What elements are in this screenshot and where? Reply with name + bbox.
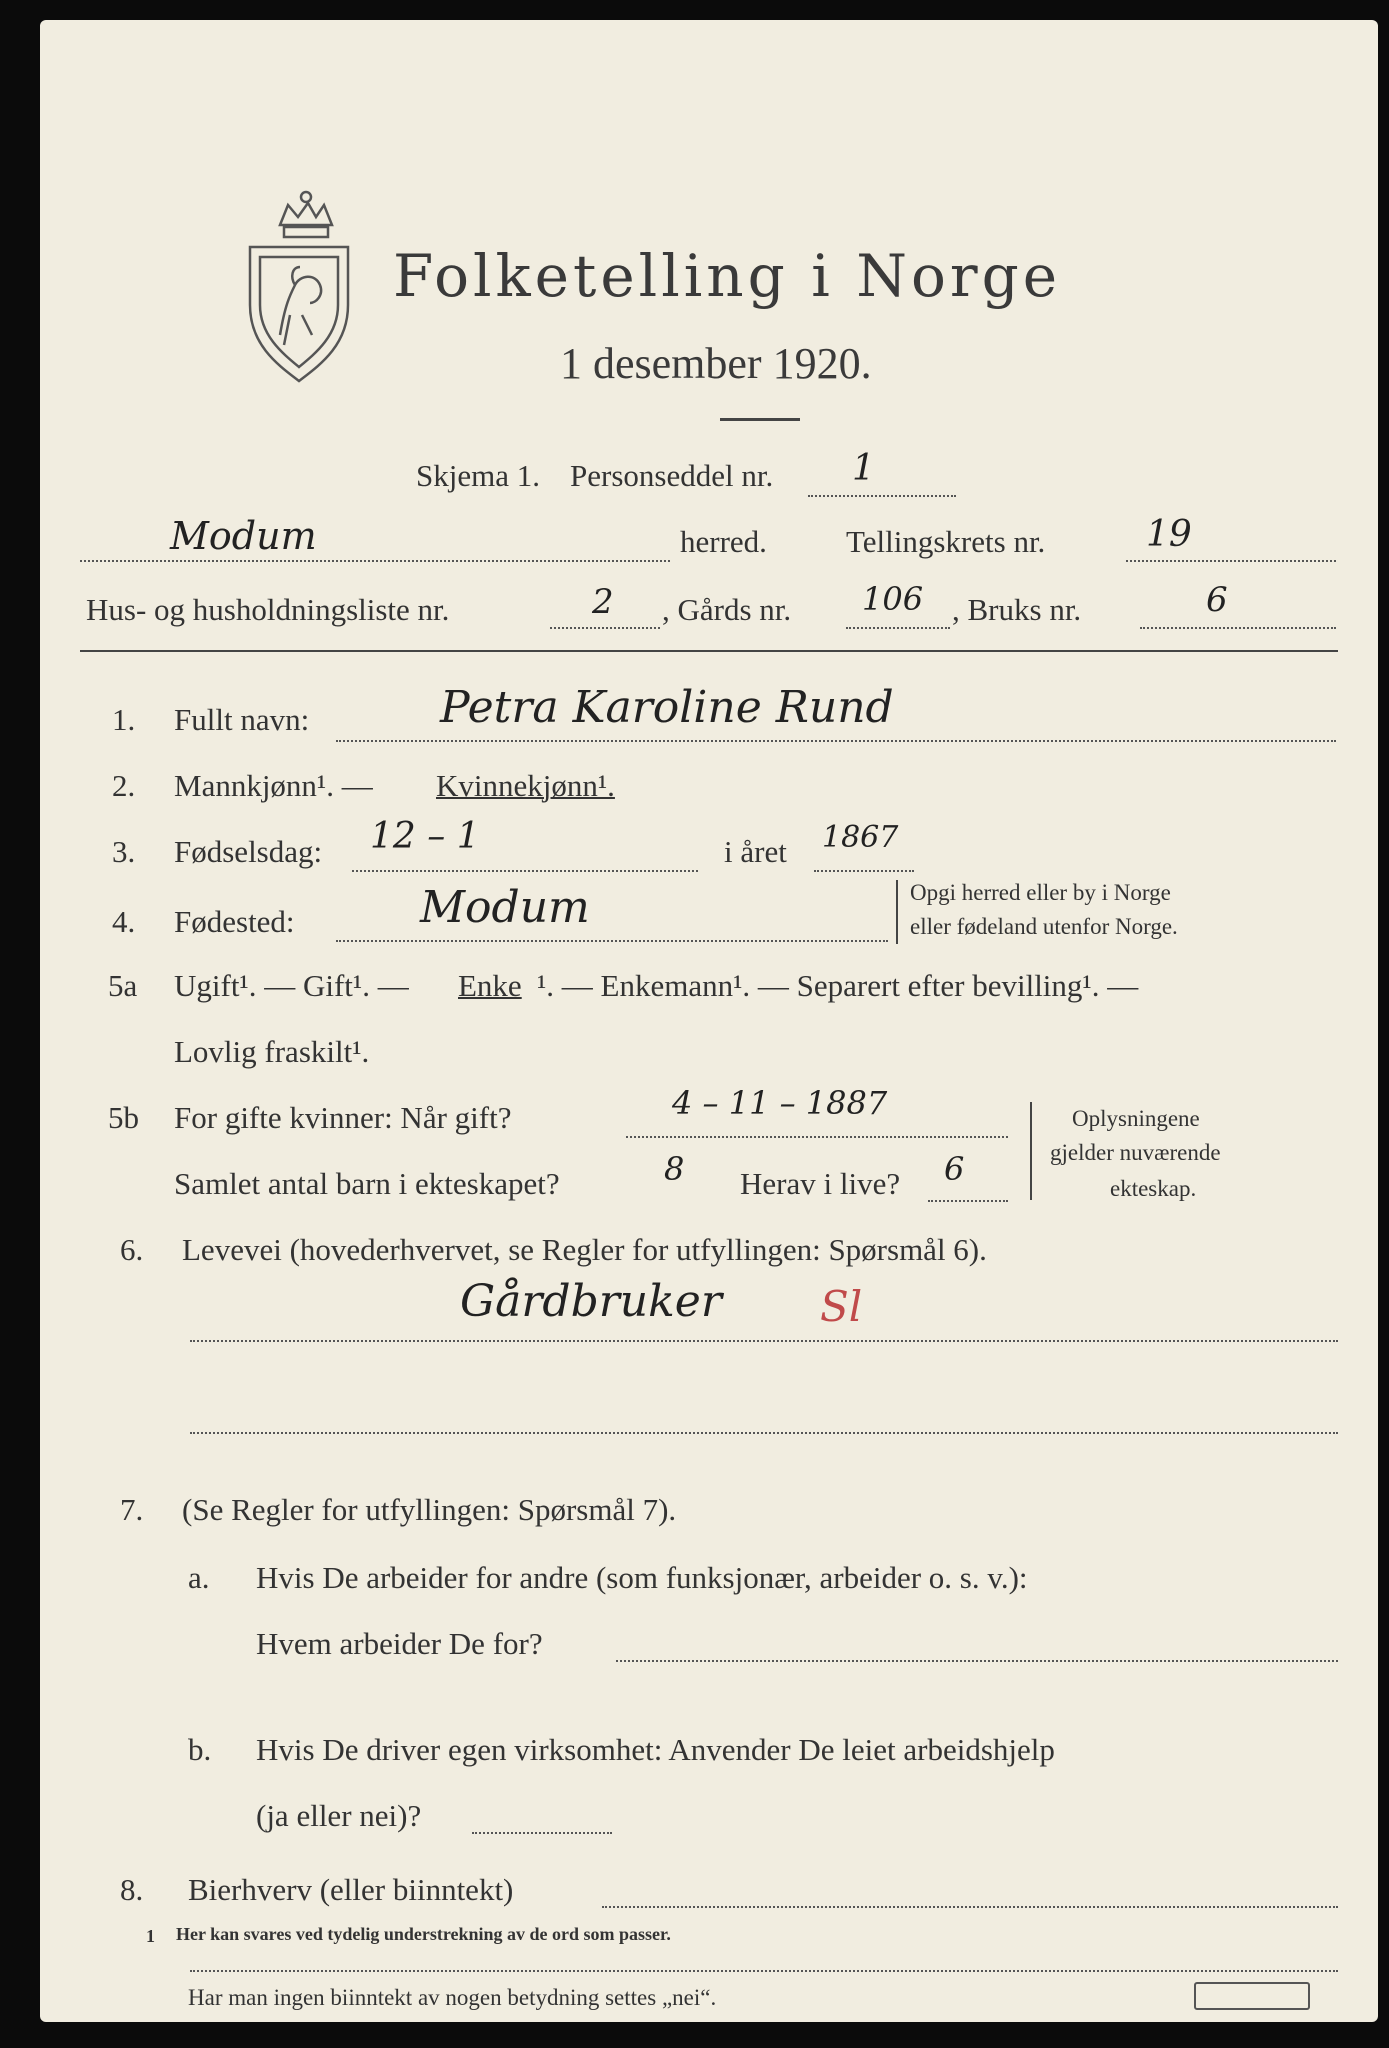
q7a-letter: a. <box>188 1560 210 1595</box>
header-divider <box>80 650 1338 652</box>
bruks-line <box>1140 627 1336 629</box>
q5b-brace <box>1030 1102 1040 1200</box>
q5b-number: 5b <box>108 1100 139 1135</box>
liste-label: Hus- og husholdningsliste nr. <box>86 592 450 627</box>
q5a-options-a: Ugift¹. — Gift¹. — <box>174 968 409 1003</box>
q5a-enke-selected: Enke <box>458 968 522 1003</box>
q8-note: Har man ingen biinntekt av nogen betydning settes „nei“. <box>188 1985 717 2010</box>
herred-line <box>80 560 670 562</box>
q5b-label1: For gifte kvinner: Når gift? <box>174 1100 512 1135</box>
q5b-alive-line <box>928 1200 1008 1202</box>
q5b-note-line2: gjelder nuværende <box>1050 1140 1221 1165</box>
q8-number: 8. <box>120 1872 144 1907</box>
q2-female-selected: Kvinnekjønn¹. <box>436 768 615 803</box>
q4-label: Fødested: <box>174 904 295 939</box>
q5a-options-c: ¹. — Enkemann¹. — Separert efter bevilling¹. — <box>537 968 1139 1003</box>
q6-line2 <box>190 1432 1338 1434</box>
title-divider <box>720 418 800 421</box>
personseddel-label: Personseddel nr. <box>570 458 774 493</box>
schema-label: Skjema 1. <box>416 458 540 493</box>
bruks-value: 6 <box>1206 580 1228 620</box>
q8-label: Bierhverv (eller biinntekt) <box>188 1872 514 1907</box>
q5b-label2: Samlet antal barn i ekteskapet? <box>174 1166 560 1201</box>
q3-label: Fødselsdag: <box>174 834 323 869</box>
q4-note-line1: Opgi herred eller by i Norge <box>910 880 1171 905</box>
q3-line <box>352 870 698 872</box>
q1-line <box>336 740 1336 742</box>
q4-value: Modum <box>420 882 590 933</box>
q1-number: 1. <box>112 702 136 737</box>
tellingskrets-value: 19 <box>1146 514 1192 555</box>
q6-number: 6. <box>120 1232 144 1267</box>
q8-line2 <box>190 1970 1338 1972</box>
q8-line1 <box>602 1906 1338 1908</box>
q6-annotation: Sl <box>820 1282 863 1331</box>
q3-year-line <box>814 870 914 872</box>
q6-value: Gårdbruker <box>460 1276 722 1327</box>
gards-value: 106 <box>862 580 924 618</box>
herred-label: herred. <box>680 524 767 559</box>
footnote-mark: 1 <box>146 1926 155 1946</box>
liste-value: 2 <box>592 582 614 622</box>
q5b-note-line1: Oplysningene <box>1072 1106 1200 1131</box>
q7a-text: Hvis De arbeider for andre (som funksjonær, arbeider o. s. v.): <box>256 1560 1028 1595</box>
gards-line <box>846 627 950 629</box>
q5b-label3: Herav i live? <box>740 1166 901 1201</box>
q7b-text: Hvis De driver egen virksomhet: Anvender De leiet arbeidshjelp <box>256 1732 1055 1767</box>
liste-line <box>550 627 660 629</box>
gards-label: , Gårds nr. <box>662 592 792 627</box>
q3-number: 3. <box>112 834 136 869</box>
q6-label: Levevei (hovederhvervet, se Regler for utfyllingen: Spørsmål 6). <box>182 1232 987 1267</box>
q5a-options-line2: Lovlig fraskilt¹. <box>174 1034 370 1069</box>
q7b-line <box>472 1832 612 1834</box>
q4-number: 4. <box>112 904 136 939</box>
q1-label: Fullt navn: <box>174 702 310 737</box>
tellingskrets-label: Tellingskrets nr. <box>846 524 1046 559</box>
personseddel-value: 1 <box>852 448 875 489</box>
form-title: Folketelling i Norge <box>393 242 1062 310</box>
q5b-alive-value: 6 <box>944 1150 965 1188</box>
q5a-number: 5a <box>108 968 138 1003</box>
q5b-married-line <box>626 1136 1008 1138</box>
coat-of-arms-icon <box>240 185 358 385</box>
q3-year-label: i året <box>724 834 787 869</box>
q7a-question: Hvem arbeider De for? <box>256 1626 543 1661</box>
q7a-line <box>616 1660 1338 1662</box>
q2-male: Mannkjønn¹. — <box>174 768 373 803</box>
q3-year-value: 1867 <box>822 820 899 855</box>
q5b-children-value: 8 <box>664 1150 685 1188</box>
q7b-letter: b. <box>188 1732 212 1767</box>
q4-note-line2: eller fødeland utenfor Norge. <box>910 914 1178 939</box>
printer-stamp <box>1194 1982 1310 2010</box>
q6-line1 <box>190 1340 1338 1342</box>
tellingskrets-line <box>1126 560 1336 562</box>
q5b-married-value: 4 – 11 – 1887 <box>672 1084 888 1122</box>
personseddel-line <box>808 495 956 497</box>
q7b-question: (ja eller nei)? <box>256 1798 422 1833</box>
q5b-note-line3: ekteskap. <box>1110 1176 1197 1201</box>
herred-value: Modum <box>170 514 317 558</box>
census-form <box>40 20 1378 2022</box>
q1-value: Petra Karoline Rund <box>440 682 894 733</box>
q7-number: 7. <box>120 1492 144 1527</box>
q7-label: (Se Regler for utfyllingen: Spørsmål 7). <box>182 1492 677 1527</box>
form-date: 1 desember 1920. <box>560 339 872 388</box>
q2-number: 2. <box>112 768 136 803</box>
q4-line <box>336 940 888 942</box>
q3-value: 12 – 1 <box>370 816 480 857</box>
bruks-label: , Bruks nr. <box>952 592 1082 627</box>
footnote-text: Her kan svares ved tydelig understrekning av de ord som passer. <box>176 1924 671 1944</box>
q4-brace <box>896 880 906 944</box>
